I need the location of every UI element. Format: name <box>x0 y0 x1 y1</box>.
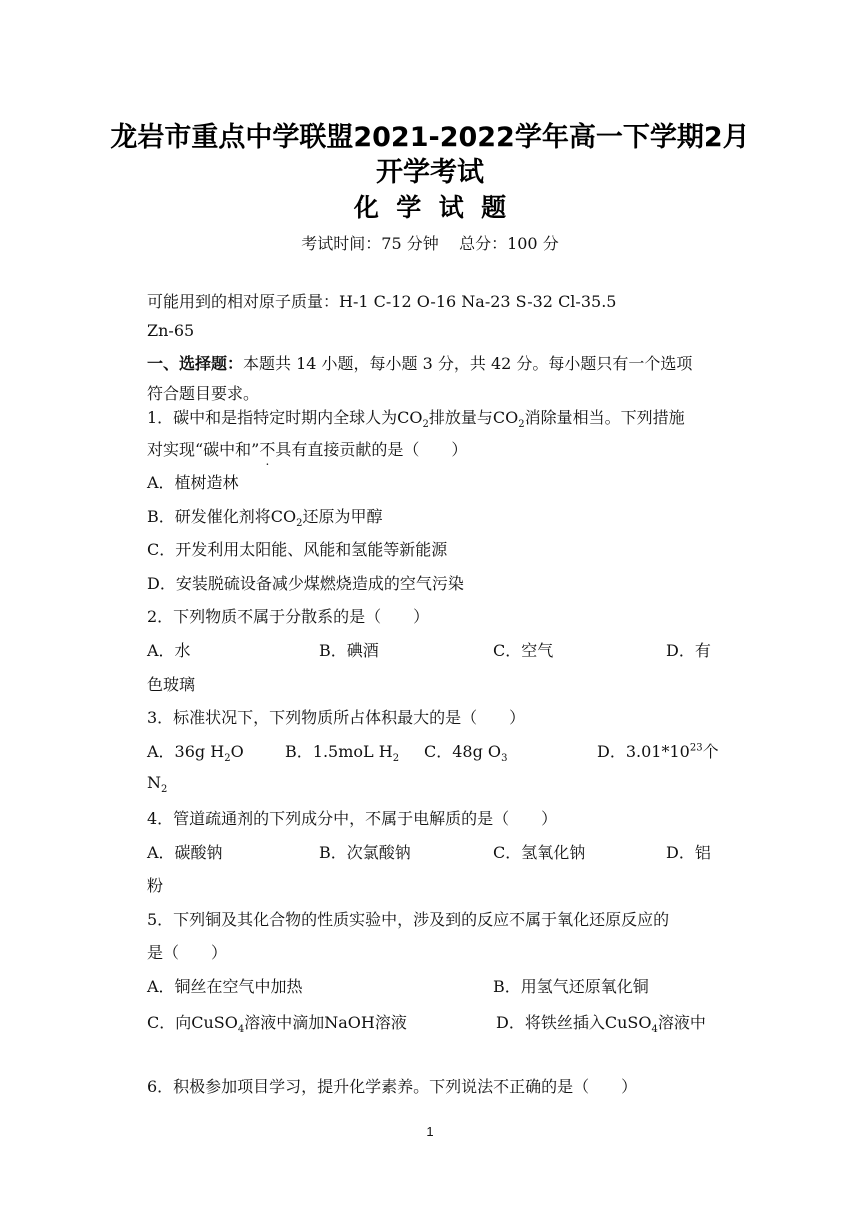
q3-option-a-text: A．36g H <box>147 742 225 761</box>
q3-option-d-cont <box>147 773 167 795</box>
q4-stem: 4．管道疏通剂的下列成分中，不属于电解质的是（ ） <box>147 809 558 828</box>
q5-stem: 5．下列铜及其化合物的性质实验中，涉及到的反应不属于氧化还原反应的 <box>147 910 670 929</box>
q2-option-d-cont: 色玻璃 <box>147 675 196 694</box>
q1-stem-part: 消除量相当。下列措施 <box>524 408 685 427</box>
subscript: 2 <box>392 753 400 765</box>
subscript: 3 <box>501 753 508 765</box>
q1-stem <box>147 405 685 430</box>
q3-option-b-text: B．1.5moL H <box>285 742 393 761</box>
q5-option-a: A．铜丝在空气中加热 <box>147 977 303 996</box>
subscript: 2 <box>518 419 525 431</box>
page-number: 1 <box>426 1124 434 1139</box>
q5-option-c-text: C．向CuSO <box>147 1013 238 1032</box>
q5-option-b: B．用氢气还原氧化铜 <box>493 977 649 996</box>
q3-option-c <box>424 739 507 764</box>
q1-stem-part: 排放量与CO <box>428 408 519 427</box>
subject-title: 化 学 试 题 <box>353 193 507 222</box>
q1-option-d: D．安装脱硫设备减少煤燃烧造成的空气污染 <box>147 574 464 593</box>
q3-option-a-text: O <box>230 742 244 761</box>
q5-option-c-text: 溶液中滴加NaOH溶液 <box>244 1013 407 1032</box>
q4-option-d-cont: 粉 <box>147 876 164 895</box>
q5-stem-cont: 是（ ） <box>147 943 228 962</box>
q5-option-d <box>496 1010 706 1035</box>
q4-option-a: A．碳酸钠 <box>147 843 223 862</box>
exam-title-line2: 开学考试 <box>376 157 484 188</box>
section-heading <box>147 351 692 374</box>
emphasis-dot-char: 不 <box>259 440 276 459</box>
q2-option-d: D．有 <box>666 641 711 660</box>
q1-stem-cont <box>147 437 467 460</box>
q3-option-b <box>285 739 399 764</box>
q1-stem-part: 具有直接贡献的是（ ） <box>275 440 468 459</box>
exam-meta: 考试时间：75 分钟 总分：100 分 <box>301 234 559 253</box>
q1-option-b <box>147 504 383 529</box>
subscript: 4 <box>237 1024 245 1036</box>
q1-option-b-text: B．研发催化剂将CO <box>147 507 297 526</box>
section-instructions-cont: 符合题目要求。 <box>147 384 260 403</box>
section-instructions: 本题共 14 小题，每小题 3 分，共 42 分。每小题只有一个选项 <box>243 354 693 373</box>
q5-option-d-text: 溶液中 <box>657 1013 706 1032</box>
q1-option-c: C．开发利用太阳能、风能和氢能等新能源 <box>147 540 448 559</box>
q1-stem-part: 对实现“碳中和” <box>147 440 260 459</box>
q4-option-b: B．次氯酸钠 <box>319 843 411 862</box>
atomic-masses-line1: 可能用到的相对原子质量：H-1 C-12 O-16 Na-23 S-32 Cl-35.5 <box>147 292 617 311</box>
q3-option-c-text: C．48g O <box>424 742 502 761</box>
q3-option-a <box>147 739 244 764</box>
subscript: 2 <box>224 753 231 765</box>
q3-option-d-text: D．3.01*10 <box>597 742 690 761</box>
q2-option-b: B．碘酒 <box>319 641 379 660</box>
q2-stem: 2．下列物质不属于分散系的是（ ） <box>147 607 430 626</box>
q3-option-d <box>597 739 719 762</box>
section-label: 一、选择题： <box>147 354 244 373</box>
superscript: 23 <box>689 742 703 754</box>
subscript: 2 <box>296 518 303 530</box>
q6-stem: 6．积极参加项目学习，提升化学素养。下列说法不正确的是（ ） <box>147 1077 638 1096</box>
q3-option-d-cont-text: N <box>147 773 161 792</box>
subscript: 2 <box>422 419 429 431</box>
q4-option-c: C．氢氧化钠 <box>493 843 586 862</box>
exam-title-line1: 龙岩市重点中学联盟2021-2022学年高一下学期2月 <box>110 122 750 153</box>
q5-option-d-text: D．将铁丝插入CuSO <box>496 1013 652 1032</box>
subscript: 2 <box>161 784 168 796</box>
q5-option-c <box>147 1010 407 1035</box>
q4-option-d: D．铝 <box>666 843 711 862</box>
q1-stem-part: 1．碳中和是指特定时期内全球人为CO <box>147 408 423 427</box>
subscript: 4 <box>651 1024 658 1036</box>
q3-option-d-text: 个 <box>702 742 719 761</box>
q2-option-a: A．水 <box>147 641 191 660</box>
q1-option-b-text: 还原为甲醇 <box>302 507 383 526</box>
q1-option-a: A．植树造林 <box>147 473 239 492</box>
q3-stem: 3．标准状况下，下列物质所占体积最大的是（ ） <box>147 708 526 727</box>
q2-option-c: C．空气 <box>493 641 554 660</box>
atomic-masses-line2: Zn-65 <box>147 321 195 340</box>
